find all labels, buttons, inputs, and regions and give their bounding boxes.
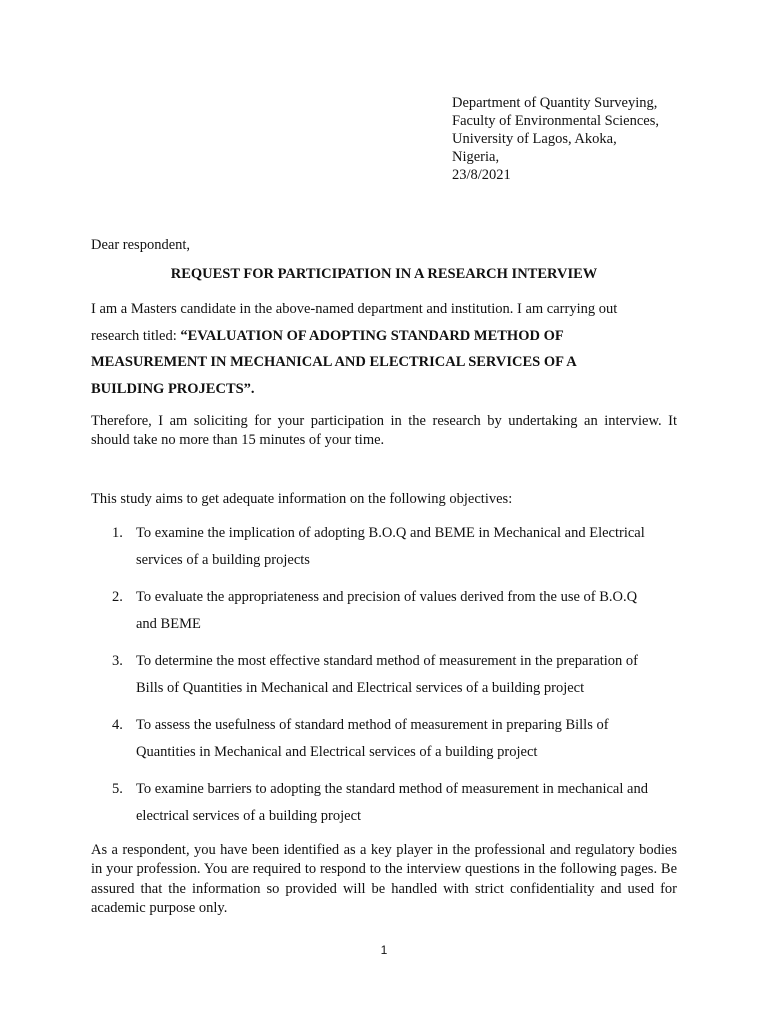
objective-number: 1. — [112, 525, 123, 541]
respondent-paragraph: As a respondent, you have been identified as a key player in the professional and regulatory bodies in your profession. You are required to respond to the interview questions in the following pages. Be assured that the information so provided will be handled with strict confidentiality and used for academic purpose only. — [91, 842, 677, 916]
objective-number: 4. — [112, 717, 123, 733]
objectives-list — [91, 520, 677, 840]
address-line: Department of Quantity Surveying, — [452, 95, 658, 111]
aims-intro: This study aims to get adequate information on the following objectives: — [91, 491, 513, 507]
research-title-line: BUILDING PROJECTS”. — [91, 380, 255, 397]
salutation: Dear respondent, — [91, 237, 191, 253]
letter-heading: REQUEST FOR PARTICIPATION IN A RESEARCH INTERVIEW — [170, 266, 598, 282]
intro-line: I am a Masters candidate in the above-named department and institution. I am carrying out — [91, 301, 618, 317]
research-title: “EVALUATION OF ADOPTING STANDARD METHOD OF — [180, 327, 564, 344]
letter-date: 23/8/2021 — [452, 167, 511, 183]
objective-item: 1. To examine the implication of adopting B.O.Q and BEME in Mechanical and Electrical services of a building projects — [91, 520, 677, 574]
objective-item: 3. To determine the most effective standard method of measurement in the preparation of Bills of Quantities in Mechanical and Electrical services of a building project — [91, 648, 677, 702]
objective-number: 3. — [112, 653, 123, 669]
objective-item: 2. To evaluate the appropriateness and precision of values derived from the use of B.O.Q and BEME — [91, 584, 677, 638]
objective-number: 5. — [112, 781, 123, 797]
page-number: 1 — [380, 943, 388, 957]
intro-line — [91, 323, 677, 350]
objective-number: 2. — [112, 589, 123, 605]
intro-paragraph — [91, 296, 677, 402]
objective-item: 4. To assess the usefulness of standard method of measurement in preparing Bills of Quantities in Mechanical and Electrical services of a building project — [91, 712, 677, 766]
address-line: Nigeria, — [452, 149, 500, 165]
participation-paragraph: Therefore, I am soliciting for your participation in the research by undertaking an interview. It should take no more than 15 minutes of your time. — [91, 413, 677, 448]
intro-prefix: research titled: — [91, 327, 181, 344]
sender-address — [452, 94, 659, 184]
address-line: Faculty of Environmental Sciences, — [452, 113, 659, 129]
objective-item: 5. To examine barriers to adopting the standard method of measurement in mechanical and electrical services of a building project — [91, 776, 677, 830]
address-line: University of Lagos, Akoka, — [452, 131, 617, 147]
research-title-line: MEASUREMENT IN MECHANICAL AND ELECTRICAL SERVICES OF A — [91, 354, 577, 370]
